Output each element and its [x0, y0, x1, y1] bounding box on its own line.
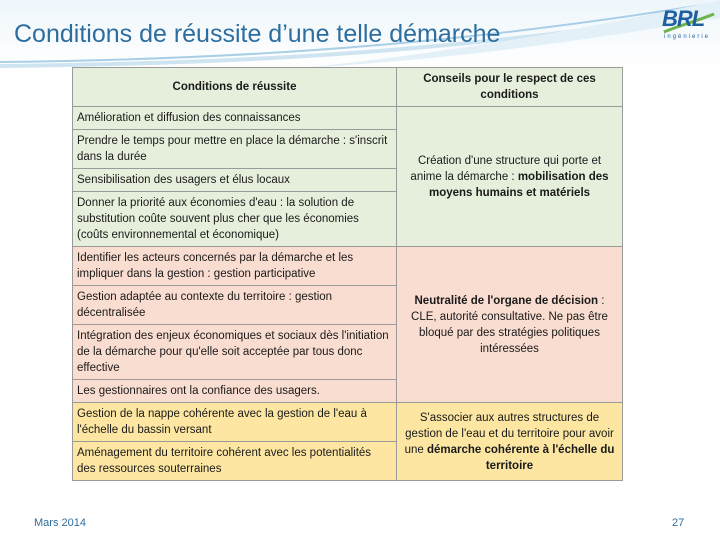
slide-title: Conditions de réussite d’une telle démarche: [14, 20, 501, 48]
condition-cell: Sensibilisation des usagers et élus locaux: [73, 169, 397, 192]
table-header-row: [73, 68, 623, 107]
condition-cell: Gestion adaptée au contexte du territoire : gestion décentralisée: [73, 286, 397, 325]
logo-text: BRL: [662, 6, 705, 31]
logo-subtext: ingénierie: [664, 34, 711, 40]
page-number: 27: [672, 517, 685, 529]
table-row: [73, 107, 623, 130]
header-conditions: Conditions de réussite: [73, 68, 397, 107]
condition-cell: Amélioration et diffusion des connaissances: [73, 107, 397, 130]
conditions-table: [72, 67, 623, 481]
condition-cell: Donner la priorité aux économies d'eau : la solution de substitution coûte souvent plus cher que les économies (coûts environnemental et économique): [73, 192, 397, 247]
condition-cell: Identifier les acteurs concernés par la démarche et les impliquer dans la gestion : gestion participative: [73, 247, 397, 286]
advice-cell-2: Neutralité de l'organe de décision : CLE, autorité consultative. Ne pas être bloqué par des stratégies politiques intéressées: [397, 247, 623, 403]
condition-cell: Prendre le temps pour mettre en place la démarche : s'inscrit dans la durée: [73, 130, 397, 169]
table-row: [73, 403, 623, 442]
table-row: [73, 247, 623, 286]
advice-cell-1: Création d'une structure qui porte et anime la démarche : mobilisation des moyens humains et matériels: [397, 107, 623, 247]
condition-cell: Gestion de la nappe cohérente avec la gestion de l'eau à l'échelle du bassin versant: [73, 403, 397, 442]
condition-cell: Les gestionnaires ont la confiance des usagers.: [73, 380, 397, 403]
advice-cell-3: S'associer aux autres structures de gestion de l'eau et du territoire pour avoir une démarche cohérente à l'échelle du territoire: [397, 403, 623, 481]
header-advice: Conseils pour le respect de ces conditions: [397, 68, 623, 107]
condition-cell: Intégration des enjeux économiques et sociaux dès l'initiation de la démarche pour qu'elle soit acceptée par tous donc effective: [73, 325, 397, 380]
condition-cell: Aménagement du territoire cohérent avec les potentialités des ressources souterraines: [73, 442, 397, 481]
brl-logo: [660, 6, 716, 46]
footer-date: Mars 2014: [34, 517, 86, 529]
